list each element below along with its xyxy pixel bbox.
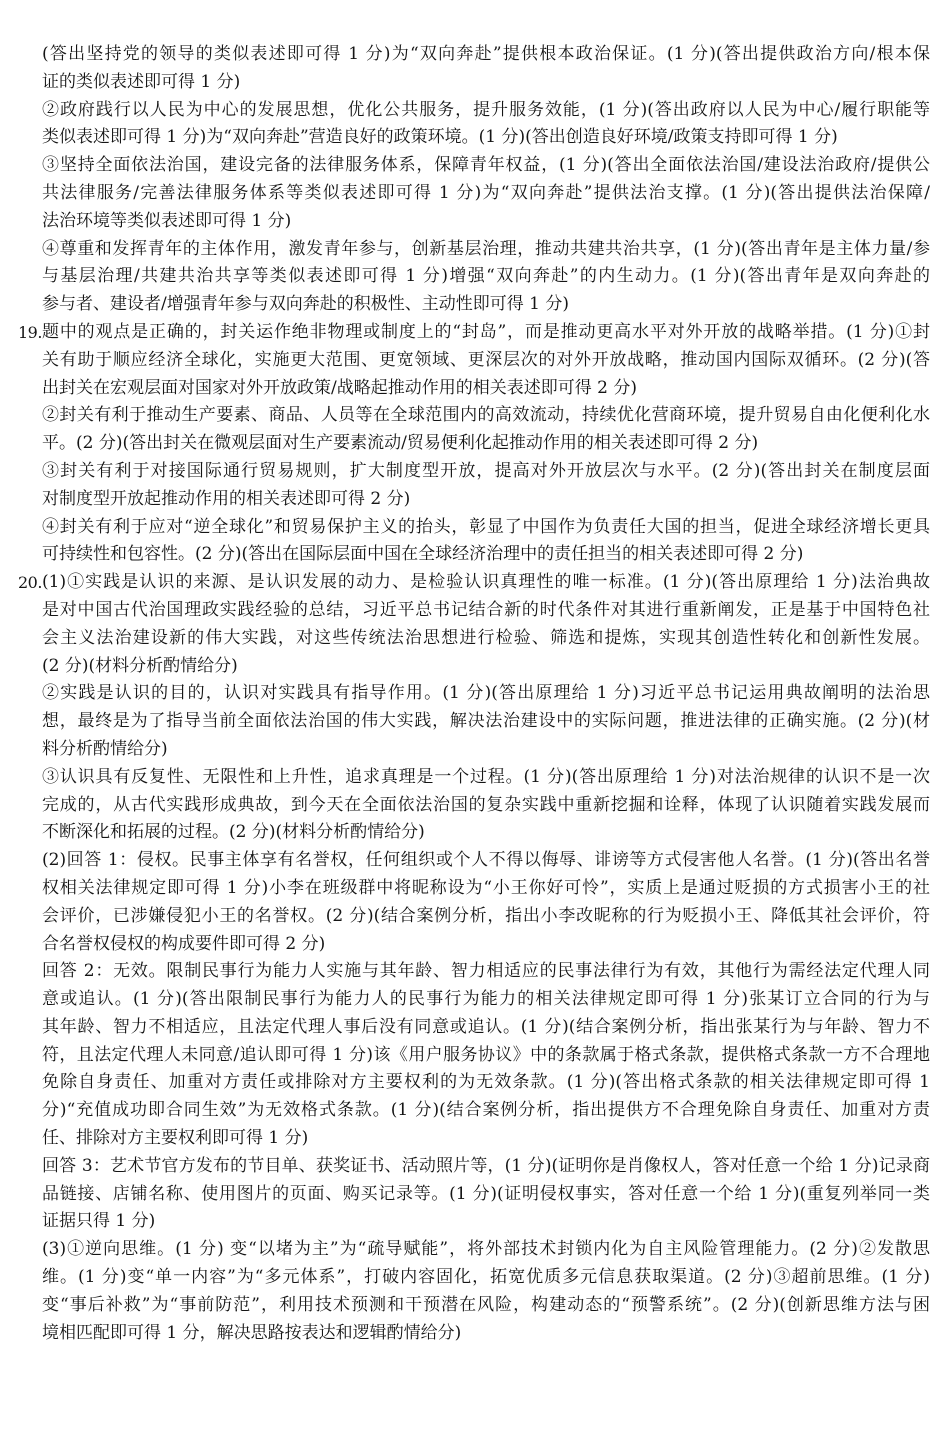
- q18-point-3: [42, 152, 930, 235]
- answer-line: 品链接、店铺名称、使用图片的页面、购买记录等。(1 分)(证明侵权事实，答对任意一个给 1 分)(重复列举同一类: [42, 1183, 930, 1204]
- answer-line: 出封关在宏观层面对国家对外开放政策/战略起推动作用的相关表述即可得 2 分): [42, 377, 637, 398]
- answer-line: 意或追认。(1 分)(答出限制民事行为能力人的民事行为能力的相关法律规定即可得 1 分)张某订立合同的行为与: [42, 989, 930, 1010]
- answer-line: 题中的观点是正确的，封关运作绝非物理或制度上的“封岛”，而是推动更高水平对外开放的战略举措。(1 分)①封: [42, 321, 930, 342]
- q19-intro: [18, 319, 930, 402]
- answer-line: (2)回答 1：侵权。民事主体享有名誉权，任何组织或个人不得以侮辱、诽谤等方式侵害他人名誉。(1 分)(答出名誉: [42, 850, 930, 871]
- answer-line: 分)“充值成功即合同生效”为无效格式条款。(1 分)(结合案例分析，指出提供方不合理免除自身责任、加重对方责: [42, 1100, 930, 1121]
- answer-line: (2 分)(材料分析酌情给分): [42, 655, 238, 676]
- answer-line: ②实践是认识的目的，认识对实践具有指导作用。(1 分)(答出原理给 1 分)习近平总书记运用典故阐明的法治思: [42, 683, 930, 704]
- q19-point-4: [42, 514, 930, 570]
- answer-line: 类似表述即可得 1 分)为“双向奔赴”营造良好的政策环境。(1 分)(答出创造良好环境/政策支持即可得 1 分): [42, 127, 838, 148]
- answer-line: (1)①实践是认识的来源、是认识发展的动力、是检验认识真理性的唯一标准。(1 分)(答出原理给 1 分)法治典故: [42, 572, 930, 593]
- answer-line: ②封关有利于推动生产要素、商品、人员等在全球范围内的高效流动，持续优化营商环境，提升贸易自由化便利化水: [42, 405, 930, 426]
- answer-line: ④尊重和发挥青年的主体作用，激发青年参与，创新基层治理，推动共建共治共享，(1 分)(答出青年是主体力量/参: [42, 238, 930, 259]
- answer-line: 会评价，已涉嫌侵犯小王的名誉权。(2 分)(结合案例分析，指出小李改昵称的行为贬损小王、降低其社会评价，符: [42, 905, 930, 926]
- answer-line: 会主义法治建设新的伟大实践，对这些传统法治思想进行检验、筛选和提炼，实现其创造性转化和创新性发展。: [42, 627, 930, 648]
- q20-part3: [42, 1236, 930, 1347]
- q20-part2-answer-3: [42, 1153, 930, 1236]
- answer-line: 想，最终是为了指导当前全面依法治国的伟大实践，解决法治建设中的实际问题，推进法律的正确实施。(2 分)(材: [42, 711, 930, 732]
- q20-part2-answer-2: [42, 958, 930, 1153]
- q18-point-4: [42, 236, 930, 319]
- answer-line: 完成的，从古代实践形成典故，到今天在全面依法治国的复杂实践中重新挖掘和诠释，体现了认识随着实践发展而: [42, 794, 930, 815]
- answer-line: 证的类似表述即可得 1 分): [42, 71, 241, 92]
- answer-line: 免除自身责任、加重对方责任或排除对方主要权利的为无效条款。(1 分)(答出格式条款的相关法律规定即可得 1: [42, 1072, 930, 1093]
- answer-line: 与基层治理/共建共治共享等类似表述即可得 1 分)增强“双向奔赴”的内生动力。(1 分)(答出青年是双向奔赴的: [42, 266, 930, 287]
- answer-line: 法治环境等类似表述即可得 1 分): [42, 210, 292, 231]
- q18-point-2: [42, 97, 930, 153]
- answer-line: ②政府践行以人民为中心的发展思想，优化公共服务，提升服务效能，(1 分)(答出政府以人民为中心/履行职能等: [42, 99, 930, 120]
- answer-line: 维。(1 分)变“单一内容”为“多元体系”，打破内容固化，拓宽优质多元信息获取渠道。(2 分)③超前思维。(1 分): [42, 1267, 930, 1288]
- answer-sheet: [18, 41, 930, 1347]
- q20-part1-point-1: [18, 569, 930, 680]
- answer-line: 共法律服务/完善法律服务体系等类似表述即可得 1 分)为“双向奔赴”提供法治支撑。(1 分)(答出提供法治保障/: [42, 182, 930, 203]
- answer-line: 是对中国古代治国理政实践经验的总结，习近平总书记结合新的时代条件对其进行重新阐发，正是基于中国特色社: [42, 599, 930, 620]
- answer-line: 境相匹配即可得 1 分，解决思路按表达和逻辑酌情给分): [42, 1322, 462, 1343]
- answer-line: (3)①逆向思维。(1 分) 变“以堵为主”为“疏导赋能”，将外部技术封锁内化为自主风险管理能力。(2 分)②发散思: [42, 1239, 930, 1260]
- answer-line: 其年龄、智力不相适应，且法定代理人事后没有同意或追认。(1 分)(结合案例分析，指出张某行为与年龄、智力不: [42, 1016, 930, 1037]
- q20-part2-answer-1: [42, 847, 930, 958]
- q18-point-1: [42, 41, 930, 97]
- question-number: 20.: [18, 573, 42, 593]
- answer-line: ③封关有利于对接国际通行贸易规则，扩大制度型开放，提高对外开放层次与水平。(2 分)(答出封关在制度层面: [42, 460, 930, 481]
- answer-line: ③认识具有反复性、无限性和上升性，追求真理是一个过程。(1 分)(答出原理给 1 分)对法治规律的认识不是一次: [42, 766, 930, 787]
- answer-line: 变“事后补救”为“事前防范”，利用技术预测和干预潜在风险，构建动态的“预警系统”。(2 分)(创新思维方法与困: [42, 1294, 930, 1315]
- q20-first-row: [18, 569, 930, 597]
- answer-line: 可持续性和包容性。(2 分)(答出在国际层面中国在全球经济治理中的责任担当的相关表述即可得 2 分): [42, 544, 804, 565]
- answer-line: 符，且法定代理人未同意/追认即可得 1 分)该《用户服务协议》中的条款属于格式条款，提供格式条款一方不合理地: [42, 1044, 930, 1065]
- answer-line: 任、排除对方主要权利即可得 1 分): [42, 1128, 309, 1149]
- q20-part1-point-2: [42, 680, 930, 763]
- answer-line: 证据只得 1 分): [42, 1211, 156, 1232]
- answer-line: 回答 2：无效。限制民事行为能力人实施与其年龄、智力相适应的民事法律行为有效，其他行为需经法定代理人同: [42, 961, 930, 982]
- q19-point-2: [42, 402, 930, 458]
- answer-line: 回答 3：艺术节官方发布的节目单、获奖证书、活动照片等，(1 分)(证明你是肖像权人，答对任意一个给 1 分)记录商: [42, 1155, 930, 1176]
- answer-line: 平。(2 分)(答出封关在微观层面对生产要素流动/贸易便利化起推动作用的相关表述即可得 2 分): [42, 433, 759, 454]
- answer-line: ③坚持全面依法治国，建设完备的法律服务体系，保障青年权益，(1 分)(答出全面依法治国/建设法治政府/提供公: [42, 155, 930, 176]
- q19-point-3: [42, 458, 930, 514]
- answer-line: 合名誉权侵权的构成要件即可得 2 分): [42, 933, 326, 954]
- answer-line: 关有助于顺应经济全球化，实施更大范围、更宽领域、更深层次的对外开放战略，推动国内国际双循环。(2 分)(答: [42, 349, 930, 370]
- answer-line: 权相关法律规定即可得 1 分)小李在班级群中将昵称设为“小王你好可怜”，实质上是通过贬损的方式损害小王的社: [42, 877, 930, 898]
- answer-line: (答出坚持党的领导的类似表述即可得 1 分)为“双向奔赴”提供根本政治保证。(1 分)(答出提供政治方向/根本保: [42, 44, 930, 64]
- answer-line: 料分析酌情给分): [42, 738, 168, 759]
- q19-first-row: [18, 319, 930, 347]
- q20-part1-point-3: [42, 764, 930, 847]
- answer-line: 对制度型开放起推动作用的相关表述即可得 2 分): [42, 488, 411, 509]
- question-number: 19.: [18, 322, 42, 342]
- answer-line: ④封关有利于应对“逆全球化”和贸易保护主义的抬头，彰显了中国作为负责任大国的担当，促进全球经济增长更具: [42, 516, 930, 537]
- answer-line: 参与者、建设者/增强青年参与双向奔赴的积极性、主动性即可得 1 分): [42, 294, 569, 315]
- answer-line: 不断深化和拓展的过程。(2 分)(材料分析酌情给分): [42, 822, 425, 843]
